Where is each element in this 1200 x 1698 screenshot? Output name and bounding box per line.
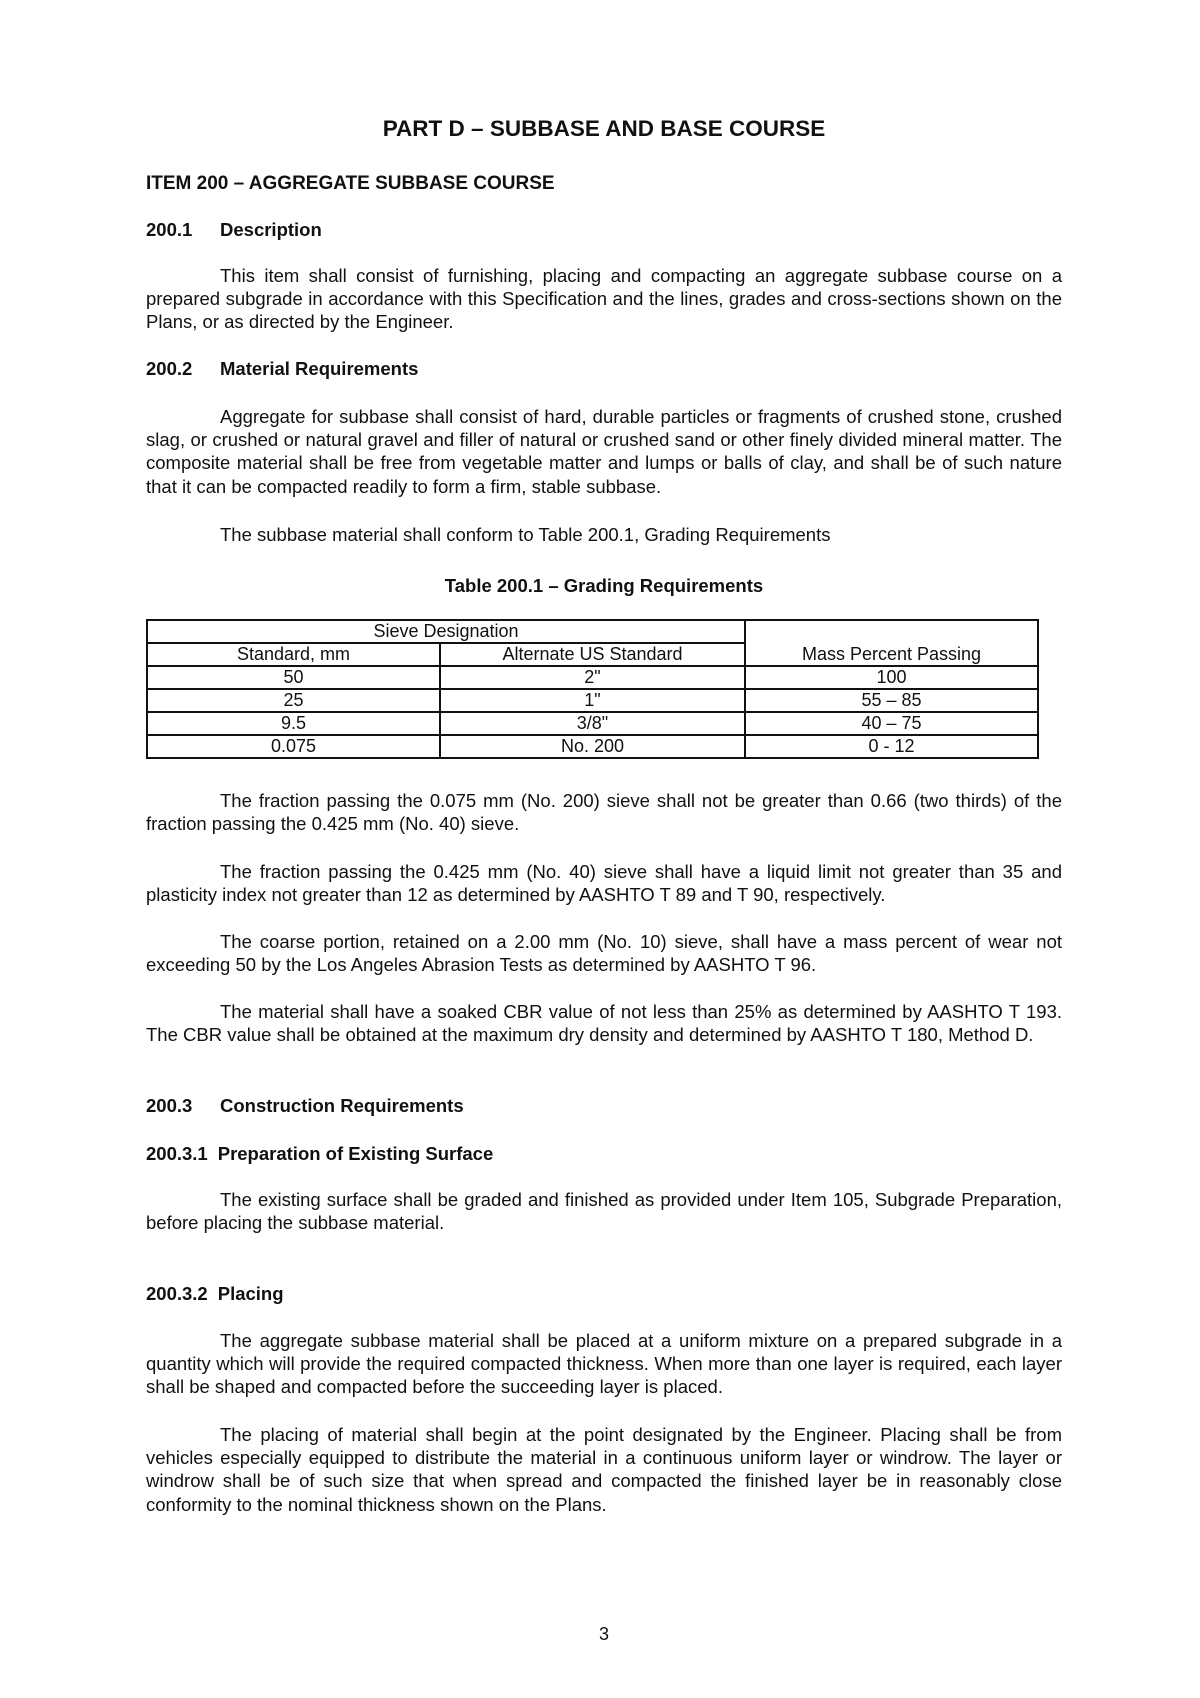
table-cell: No. 200: [440, 735, 745, 758]
paragraph-placing-uniform: The aggregate subbase material shall be placed at a uniform mixture on a prepared subgrade in a quantity which will provide the required compacted thickness. When more than one layer is required, each layer shall be shaped and compacted before the succeeding layer is placed.: [146, 1330, 1062, 1398]
section-number: 200.3: [146, 1095, 193, 1116]
section-title: Construction Requirements: [220, 1095, 464, 1116]
table-row: [147, 735, 1038, 758]
section-title: Placing: [217, 1283, 284, 1304]
page-number: 3: [598, 1624, 609, 1644]
document-page: [146, 0, 1062, 1698]
part-title: PART D – SUBBASE AND BASE COURSE: [382, 116, 826, 141]
table-cell: 1": [440, 689, 745, 712]
paragraph-fraction-no40: The fraction passing the 0.425 mm (No. 40) sieve shall have a liquid limit not greater than 35 and plasticity index not greater than 12 as determined by AASHTO T 89 and T 90, respectively.: [146, 861, 1062, 906]
header-alternate-us-standard: Alternate US Standard: [440, 643, 745, 666]
section-heading-construction-requirements: [146, 1095, 464, 1117]
table-cell: 2": [440, 666, 745, 689]
table-row: [147, 666, 1038, 689]
header-mass-percent-passing: Mass Percent Passing: [745, 620, 1038, 666]
section-title: Material Requirements: [220, 358, 419, 379]
header-sieve-designation: Sieve Designation: [147, 620, 745, 643]
table-row: [147, 689, 1038, 712]
paragraph-conform: The subbase material shall conform to Table 200.1, Grading Requirements: [220, 524, 831, 545]
table-header-row: [147, 620, 1038, 643]
paragraph-cbr: The material shall have a soaked CBR value of not less than 25% as determined by AASHTO T 193. The CBR value shall be obtained at the maximum dry density and determined by AASHTO T 180, Method D.: [146, 1001, 1062, 1046]
table-caption: Table 200.1 – Grading Requirements: [444, 575, 764, 596]
paragraph-placing-begin: The placing of material shall begin at the point designated by the Engineer. Placing shall be from vehicles especially equipped to distribute the material in a continuous uniform layer or windrow. The layer or windrow shall be of such size that when spread and compacted the finished layer be in reasonably close conformity to the nominal thickness shown on the Plans.: [146, 1424, 1062, 1515]
section-heading-description: [146, 219, 322, 241]
section-number: 200.3.2: [146, 1283, 208, 1304]
table-cell: 40 – 75: [745, 712, 1038, 735]
table-row: [147, 712, 1038, 735]
paragraph-fraction-no200: The fraction passing the 0.075 mm (No. 200) sieve shall not be greater than 0.66 (two thirds) of the fraction passing the 0.425 mm (No. 40) sieve.: [146, 790, 1062, 835]
grading-requirements-table: [146, 619, 1039, 759]
paragraph-existing-surface: The existing surface shall be graded and finished as provided under Item 105, Subgrade Preparation, before placing the subbase material.: [146, 1189, 1062, 1234]
paragraph-description: This item shall consist of furnishing, placing and compacting an aggregate subbase course on a prepared subgrade in accordance with this Specification and the lines, grades and cross-sections shown on the Plans, or as directed by the Engineer.: [146, 265, 1062, 333]
section-number: 200.2: [146, 358, 193, 379]
table-cell: 25: [147, 689, 440, 712]
table-cell: 0 - 12: [745, 735, 1038, 758]
table-cell: 100: [745, 666, 1038, 689]
section-title: Description: [220, 219, 322, 240]
paragraph-coarse-portion: The coarse portion, retained on a 2.00 mm (No. 10) sieve, shall have a mass percent of wear not exceeding 50 by the Los Angeles Abrasion Tests as determined by AASHTO T 96.: [146, 931, 1062, 976]
table-cell: 3/8": [440, 712, 745, 735]
section-heading-material-requirements: [146, 358, 418, 380]
table-cell: 50: [147, 666, 440, 689]
header-standard-mm: Standard, mm: [147, 643, 440, 666]
section-number: 200.3.1: [146, 1143, 208, 1164]
table-cell: 9.5: [147, 712, 440, 735]
paragraph-aggregate: Aggregate for subbase shall consist of hard, durable particles or fragments of crushed stone, crushed slag, or crushed or natural gravel and filler of natural or crushed sand or other finely divided mineral matter. The composite material shall be free from vegetable matter and lumps or balls of clay, and shall be of such nature that it can be compacted readily to form a firm, stable subbase.: [146, 406, 1062, 497]
item-title: ITEM 200 – AGGREGATE SUBBASE COURSE: [146, 173, 555, 194]
section-number: 200.1: [146, 219, 193, 240]
table-cell: 55 – 85: [745, 689, 1038, 712]
section-title: Preparation of Existing Surface: [217, 1143, 494, 1164]
section-heading-preparation-existing-surface: [146, 1143, 493, 1165]
section-heading-placing: [146, 1283, 284, 1305]
table-cell: 0.075: [147, 735, 440, 758]
